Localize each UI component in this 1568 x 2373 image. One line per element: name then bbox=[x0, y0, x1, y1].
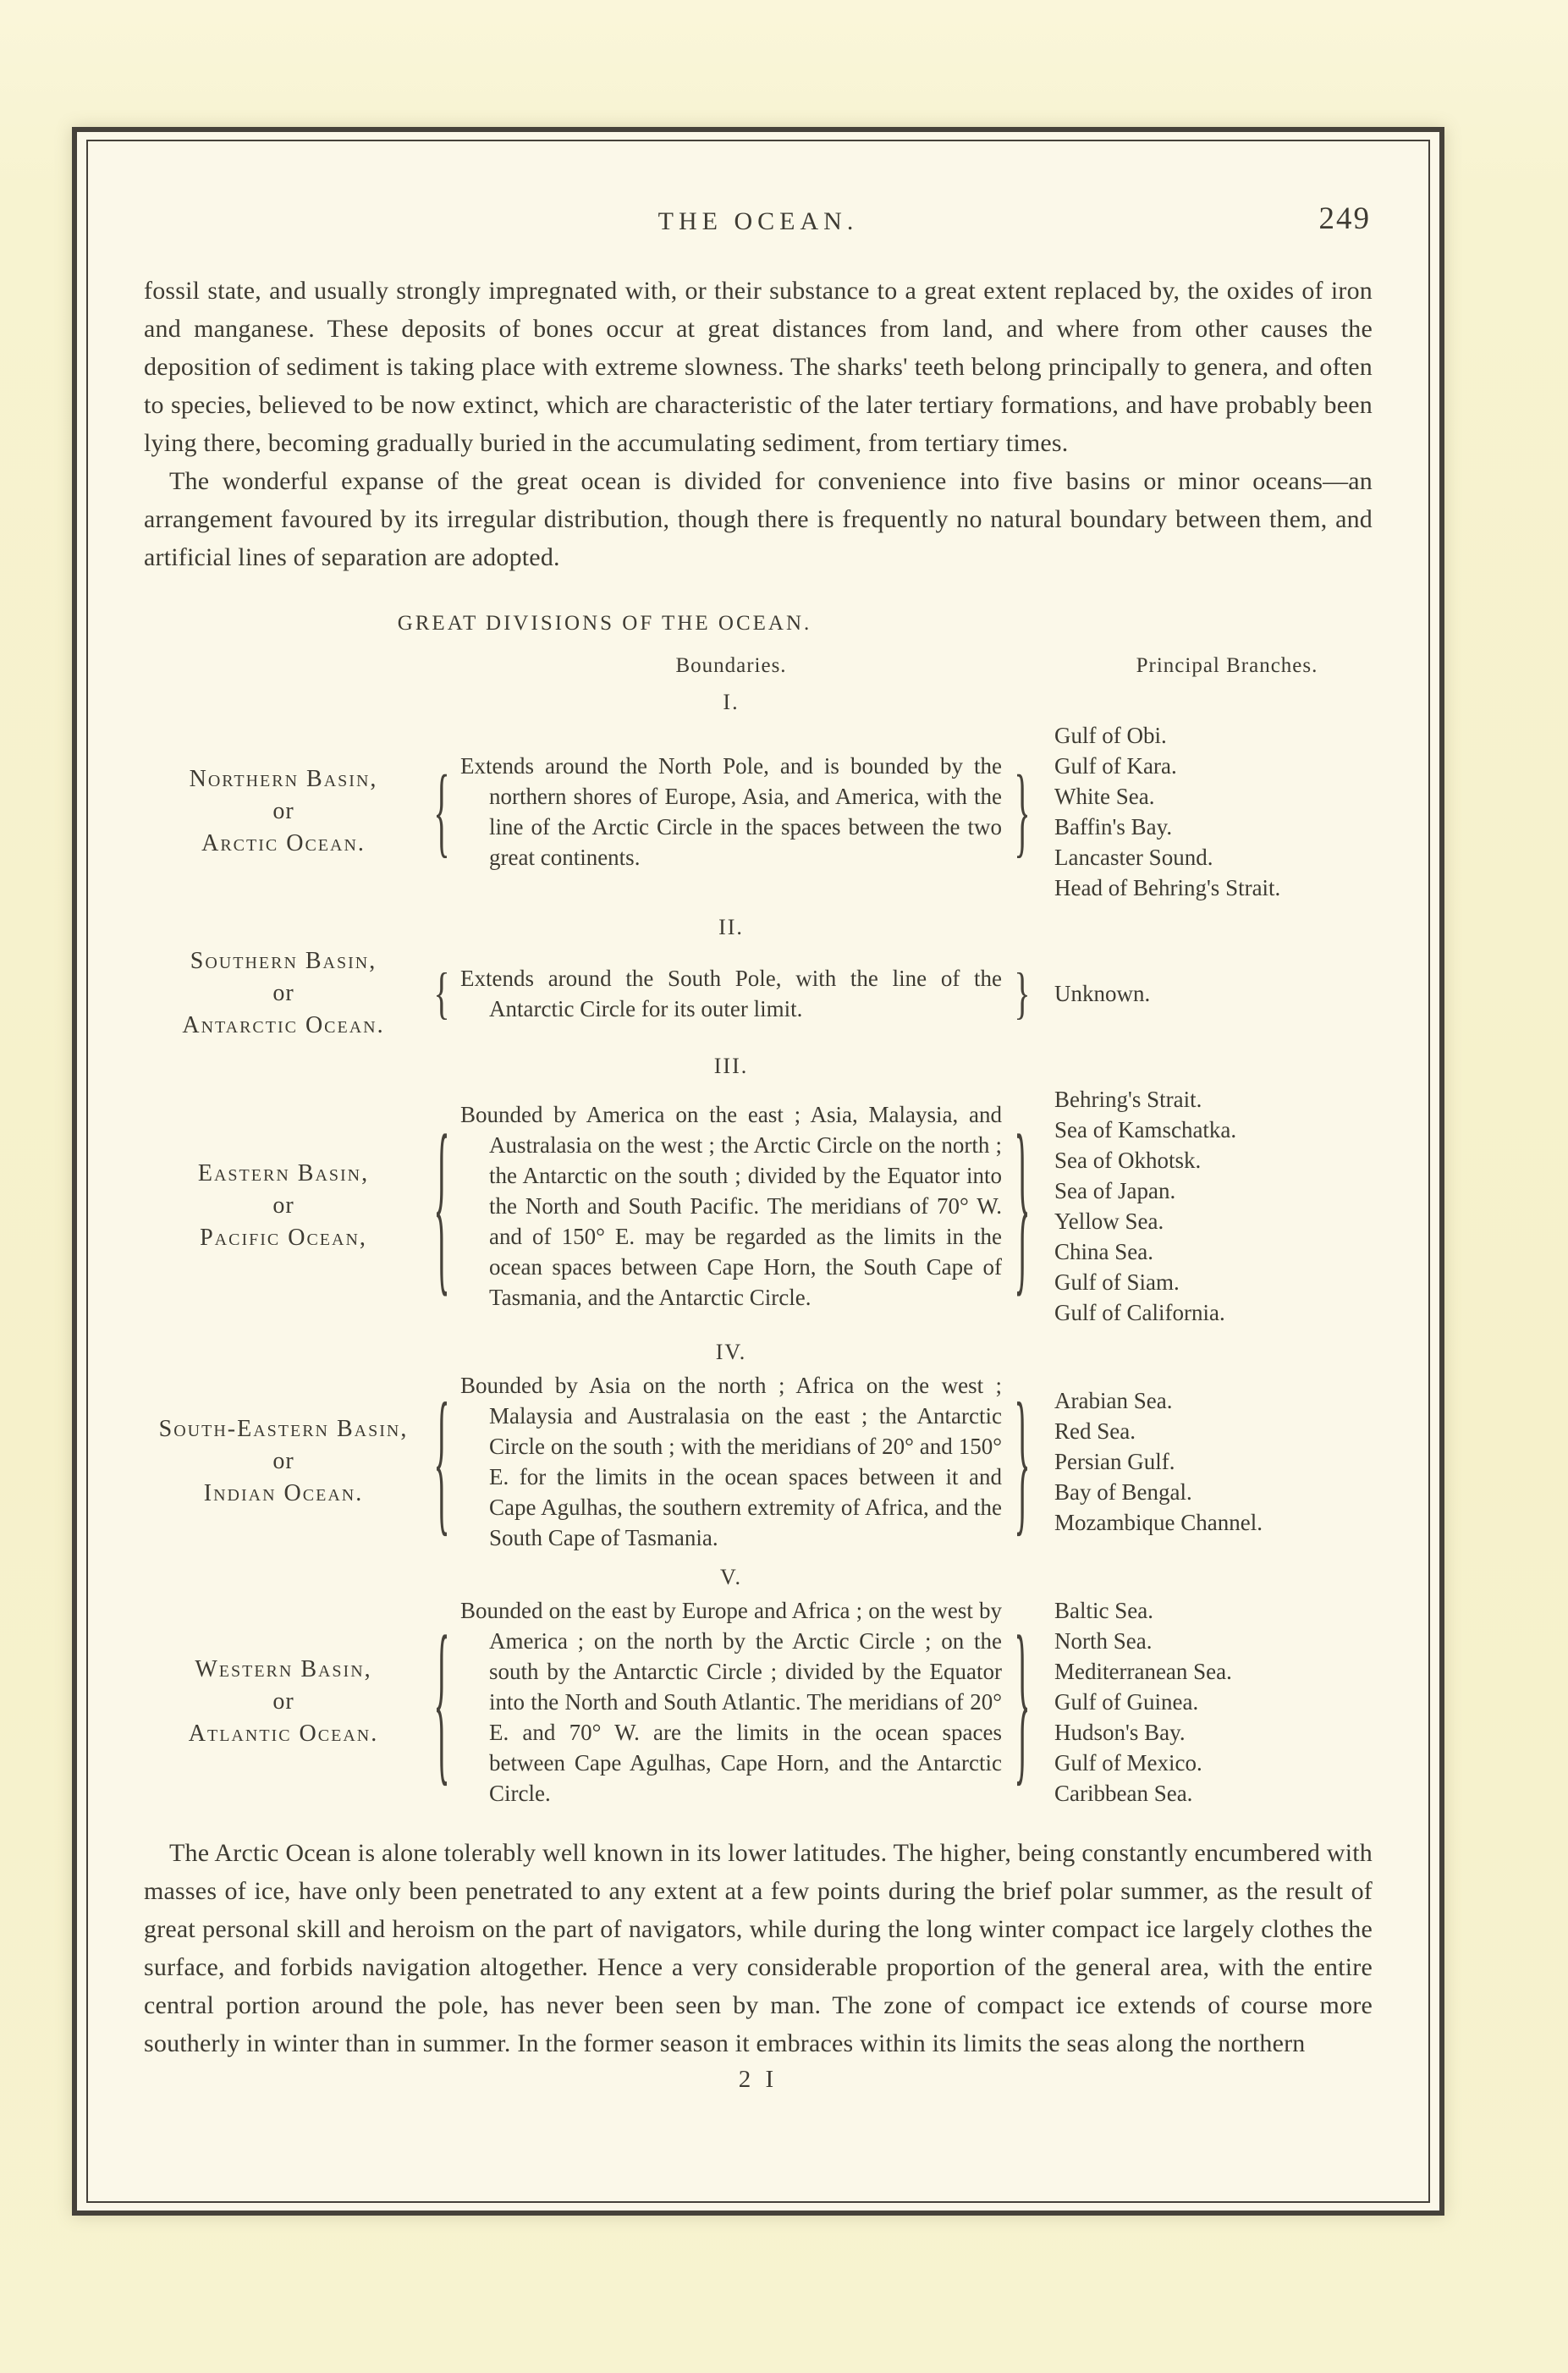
branches-list bbox=[1043, 978, 1373, 1009]
table-row bbox=[144, 720, 1373, 903]
page-title: THE OCEAN. bbox=[657, 207, 859, 235]
basin-name-line: Southern Basin, bbox=[190, 948, 377, 974]
column-header-principal-branches: Principal Branches. bbox=[1136, 654, 1318, 677]
right-brace: } bbox=[1014, 1368, 1031, 1551]
basin-name bbox=[144, 1654, 423, 1750]
boundaries-text: Bounded by America on the east ; Asia, Malaysia, and Australasia on the west ; the Arctic Circle on the north ; the Antarctic on the south ; divided by the Equator into the North and South Pacific. The meridians of 70° W. and of 150° E. may be regarded as the limits in the ocean spaces between Cape Horn, the South Cape of Tasmania, and the Antarctic Circle. bbox=[460, 1102, 1002, 1310]
left-brace: { bbox=[433, 1093, 450, 1314]
running-head bbox=[144, 201, 1373, 246]
branch-item: Behring's Strait. bbox=[1054, 1087, 1202, 1112]
branch-item: Unknown. bbox=[1054, 981, 1151, 1006]
branch-item: China Sea. bbox=[1054, 1239, 1153, 1264]
table-row bbox=[144, 1370, 1373, 1553]
left-brace: { bbox=[433, 1596, 450, 1803]
basin-name-line: Western Basin, bbox=[195, 1656, 372, 1682]
branch-item: Gulf of Siam. bbox=[1054, 1269, 1180, 1295]
branches-list bbox=[1043, 1084, 1373, 1328]
branch-item: Gulf of Kara. bbox=[1054, 753, 1177, 779]
basin-name bbox=[144, 1413, 423, 1510]
basin-name bbox=[144, 763, 423, 860]
basin-name-or: or bbox=[272, 1192, 294, 1219]
branch-item: Hudson's Bay. bbox=[1054, 1720, 1186, 1745]
branch-item: Arabian Sea. bbox=[1054, 1388, 1173, 1413]
branch-item: Baffin's Bay. bbox=[1054, 814, 1173, 840]
basin-name-or: or bbox=[272, 1688, 294, 1715]
branch-item: Gulf of Guinea. bbox=[1054, 1689, 1199, 1715]
table-row bbox=[144, 945, 1373, 1042]
left-brace: { bbox=[433, 1368, 450, 1551]
boundaries-text: Extends around the North Pole, and is bounded by the northern shores of Europe, Asia, and America, with the line of the Arctic Circle in the spaces between the two great continents. bbox=[460, 753, 1002, 870]
branches-list bbox=[1043, 720, 1373, 903]
section-eastern-basin bbox=[144, 1054, 1373, 1328]
section-numeral: IV. bbox=[715, 1340, 747, 1364]
right-brace: } bbox=[1014, 753, 1031, 867]
table-row bbox=[144, 1084, 1373, 1328]
boundaries-text: Extends around the South Pole, with the line of the Antarctic Circle for its outer limit. bbox=[460, 966, 1002, 1021]
branch-item: White Sea. bbox=[1054, 784, 1155, 809]
branch-item: Sea of Kamschatka. bbox=[1054, 1117, 1237, 1142]
section-numeral: I. bbox=[723, 690, 740, 714]
branch-item: Sea of Japan. bbox=[1054, 1178, 1176, 1203]
branch-item: Gulf of California. bbox=[1054, 1300, 1225, 1325]
basin-name-line: Northern Basin, bbox=[189, 766, 378, 792]
section-numeral: V. bbox=[720, 1565, 742, 1589]
branch-item: Mozambique Channel. bbox=[1054, 1510, 1263, 1535]
basin-name-line: South-Eastern Basin, bbox=[158, 1416, 409, 1442]
page-frame-inner bbox=[86, 140, 1430, 2203]
branches-list bbox=[1043, 1385, 1373, 1538]
basin-name-line: Indian Ocean. bbox=[203, 1480, 364, 1506]
section-numeral: III. bbox=[713, 1054, 749, 1078]
branch-item: Bay of Bengal. bbox=[1054, 1479, 1192, 1505]
page-number: 249 bbox=[1318, 201, 1371, 236]
branch-item: Lancaster Sound. bbox=[1054, 845, 1213, 870]
basin-name bbox=[144, 945, 423, 1042]
ocean-divisions-table bbox=[144, 612, 1373, 1809]
section-southern-basin bbox=[144, 915, 1373, 1042]
basin-name-or: or bbox=[272, 980, 294, 1006]
paragraph-arctic-ocean: The Arctic Ocean is alone tolerably well known in its lower latitudes. The higher, being constantly encumbered with masses of ice, have only been penetrated to any extent at a few points during the brief polar summer, as the result of great personal skill and heroism on the part of navigators, while during the long winter compact ice largely clothes the surface, and forbids navigation altogether. Hence a very considerable proportion of the general area, with the entire central portion around the pole, has never been seen by man. The zone of compact ice extends of course more southerly in winter than in summer. In the former season it embraces within its limits the seas along the northern bbox=[144, 1839, 1373, 2057]
branch-item: Gulf of Mexico. bbox=[1054, 1750, 1202, 1776]
section-western-basin bbox=[144, 1565, 1373, 1809]
right-brace: } bbox=[1014, 1093, 1031, 1314]
paragraph-ocean-divisions: The wonderful expanse of the great ocean is divided for convenience into five basins or minor oceans—an arrangement favoured by its irregular distribution, though there is frequently no natural boundary between them, and artificial lines of separation are adopted. bbox=[144, 467, 1373, 571]
right-brace: } bbox=[1014, 1596, 1031, 1803]
right-brace: } bbox=[1014, 960, 1031, 1026]
branch-item: Red Sea. bbox=[1054, 1418, 1136, 1444]
boundaries-text: Bounded on the east by Europe and Africa ; on the west by America ; on the north by the Arctic Circle ; on the south by the Antarctic Circle ; divided by the Equator into the North and South Atlantic. The meridians of 20° E. and 70° W. are the limits in the ocean spaces between Cape Agulhas, Cape Horn, and the Antarctic Circle. bbox=[460, 1598, 1002, 1806]
basin-name-or: or bbox=[272, 1448, 294, 1474]
branch-item: Gulf of Obi. bbox=[1054, 723, 1167, 748]
section-numeral: II. bbox=[718, 915, 744, 939]
basin-name-line: Atlantic Ocean. bbox=[188, 1721, 379, 1747]
left-brace: { bbox=[433, 753, 450, 867]
signature-mark: 2 I bbox=[738, 2066, 778, 2093]
branch-item: Baltic Sea. bbox=[1054, 1598, 1153, 1623]
basin-name bbox=[144, 1158, 423, 1254]
branch-item: Head of Behring's Strait. bbox=[1054, 875, 1281, 900]
book-page bbox=[72, 127, 1444, 2216]
branches-list bbox=[1043, 1595, 1373, 1809]
branch-item: Persian Gulf. bbox=[1054, 1449, 1175, 1474]
basin-name-line: Pacific Ocean, bbox=[200, 1225, 367, 1251]
boundaries-text: Bounded by Asia on the north ; Africa on the west ; Malaysia and Australasia on the east ; the Antarctic Circle on the south ; with the meridians of 20° and 150° E. for the limits in the ocean spaces between it and Cape Agulhas, the southern extremity of Africa, and the South Cape of Tasmania. bbox=[460, 1373, 1002, 1550]
basin-name-line: Arctic Ocean. bbox=[201, 830, 366, 856]
column-header-boundaries: Boundaries. bbox=[675, 654, 787, 677]
basin-name-line: Antarctic Ocean. bbox=[182, 1012, 385, 1038]
section-northern-basin bbox=[144, 690, 1373, 903]
branch-item: Yellow Sea. bbox=[1054, 1209, 1164, 1234]
paragraph-fossil-deposits: fossil state, and usually strongly impregnated with, or their substance to a great extent replaced by, the oxides of iron and manganese. These deposits of bones occur at great distances from land, and where from other causes the deposition of sediment is taking place with extreme slowness. The sharks' teeth belong principally to genera, and often to species, believed to be now extinct, which are characteristic of the later tertiary formations, and have probably been lying there, becoming gradually buried in the accumulating sediment, from tertiary times. bbox=[144, 277, 1373, 457]
branch-item: North Sea. bbox=[1054, 1628, 1153, 1654]
branch-item: Sea of Okhotsk. bbox=[1054, 1148, 1202, 1173]
table-column-headers bbox=[144, 654, 1373, 678]
branch-item: Caribbean Sea. bbox=[1054, 1781, 1193, 1806]
basin-name-or: or bbox=[272, 798, 294, 824]
table-row bbox=[144, 1595, 1373, 1809]
table-caption: GREAT DIVISIONS OF THE OCEAN. bbox=[397, 612, 812, 635]
section-south-eastern-basin bbox=[144, 1340, 1373, 1553]
left-brace: { bbox=[433, 960, 450, 1026]
basin-name-line: Eastern Basin, bbox=[197, 1160, 370, 1186]
branch-item: Mediterranean Sea. bbox=[1054, 1659, 1232, 1684]
